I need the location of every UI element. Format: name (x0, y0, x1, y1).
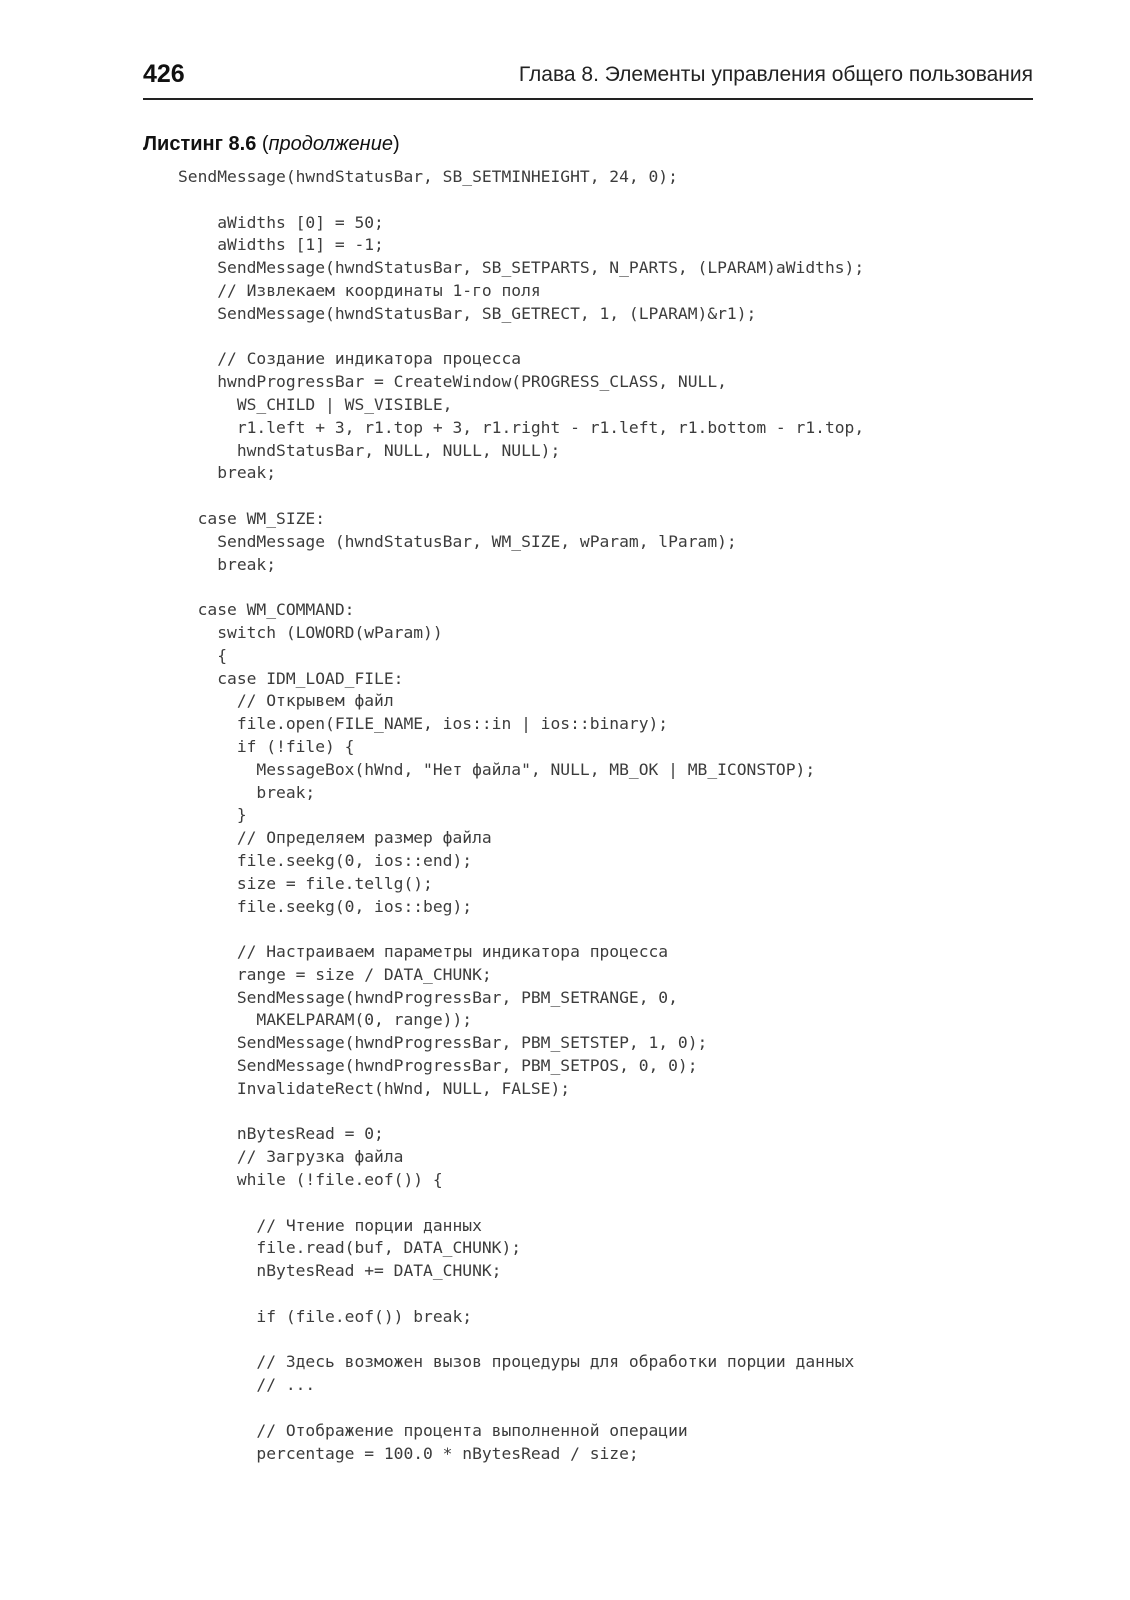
code-line: } (178, 805, 247, 825)
code-line: InvalidateRect(hWnd, NULL, FALSE); (178, 1078, 571, 1098)
code-line (178, 918, 864, 941)
code-line (178, 1283, 864, 1306)
code-line (178, 1329, 864, 1352)
code-line: nBytesRead = 0; (178, 1124, 384, 1144)
listing-caption-continuation: продолжение (268, 133, 393, 155)
code-line (178, 576, 864, 599)
listing-caption-main: Листинг 8.6 (143, 133, 257, 155)
code-line: r1.left + 3, r1.top + 3, r1.right - r1.left, r1.bottom - r1.top, (178, 417, 865, 437)
code-line: hwndStatusBar, NULL, NULL, NULL); (178, 440, 561, 460)
code-line: // Создание индикатора процесса (178, 349, 522, 369)
code-line: SendMessage(hwndProgressBar, PBM_SETPOS, 0, 0); (178, 1056, 698, 1076)
code-line: break; (178, 463, 277, 483)
code-line: MessageBox(hWnd, "Нет файла", NULL, MB_OK | MB_ICONSTOP); (178, 759, 816, 779)
listing-caption-open: ( (256, 133, 269, 155)
code-line: SendMessage(hwndProgressBar, PBM_SETSTEP, 1, 0); (178, 1033, 708, 1053)
code-line: nBytesRead += DATA_CHUNK; (178, 1261, 502, 1281)
code-line (178, 1101, 864, 1124)
code-line: // Отображение процента выполненной операции (178, 1420, 688, 1440)
code-line: WS_CHILD | WS_VISIBLE, (178, 394, 453, 414)
code-line: // ... (178, 1375, 316, 1395)
code-line (178, 189, 864, 212)
page-number: 426 (143, 60, 185, 88)
code-line: percentage = 100.0 * nBytesRead / size; (178, 1443, 639, 1463)
code-line: while (!file.eof()) { (178, 1170, 443, 1190)
code-line: // Определяем размер файла (178, 828, 492, 848)
code-line: switch (LOWORD(wParam)) (178, 622, 443, 642)
code-line: size = file.tellg(); (178, 873, 433, 893)
code-line: if (!file) { (178, 736, 355, 756)
code-line: file.seekg(0, ios::end); (178, 850, 473, 870)
code-line: SendMessage (hwndStatusBar, WM_SIZE, wParam, lParam); (178, 531, 737, 551)
code-line: // Чтение порции данных (178, 1215, 482, 1235)
listing-caption (143, 133, 400, 156)
code-line: file.open(FILE_NAME, ios::in | ios::binary); (178, 714, 669, 734)
code-line: case WM_COMMAND: (178, 600, 355, 620)
code-line: SendMessage(hwndStatusBar, SB_GETRECT, 1, (LPARAM)&r1); (178, 303, 757, 323)
code-listing (178, 166, 864, 1465)
code-line (178, 1192, 864, 1215)
code-line: SendMessage(hwndStatusBar, SB_SETMINHEIGHT, 24, 0); (178, 167, 678, 186)
code-line: // Извлекаем координаты 1-го поля (178, 280, 541, 300)
code-line: { (178, 645, 228, 665)
code-line (178, 485, 864, 508)
code-line: hwndProgressBar = CreateWindow(PROGRESS_CLASS, NULL, (178, 372, 727, 392)
code-line: aWidths [0] = 50; (178, 212, 384, 232)
page-header (143, 58, 1033, 100)
code-line: // Открывем файл (178, 691, 394, 711)
code-line: break; (178, 554, 277, 574)
code-line: aWidths [1] = -1; (178, 235, 384, 255)
code-line: // Настраиваем параметры индикатора процесса (178, 942, 669, 962)
code-line: MAKELPARAM(0, range)); (178, 1010, 473, 1030)
code-line (178, 326, 864, 349)
code-line: file.seekg(0, ios::beg); (178, 896, 473, 916)
code-line: SendMessage(hwndProgressBar, PBM_SETRANGE, 0, (178, 987, 678, 1007)
code-line: SendMessage(hwndStatusBar, SB_SETPARTS, N_PARTS, (LPARAM)aWidths); (178, 258, 865, 278)
code-line: // Здесь возможен вызов процедуры для обработки порции данных (178, 1352, 855, 1372)
code-line: case WM_SIZE: (178, 508, 326, 528)
chapter-title: Глава 8. Элементы управления общего пользования (518, 63, 1033, 86)
code-line: range = size / DATA_CHUNK; (178, 964, 492, 984)
code-line: case IDM_LOAD_FILE: (178, 668, 404, 688)
code-line: file.read(buf, DATA_CHUNK); (178, 1238, 522, 1258)
code-line: break; (178, 782, 316, 802)
code-line: if (file.eof()) break; (178, 1306, 473, 1326)
code-line: // Загрузка файла (178, 1147, 404, 1167)
code-line (178, 1397, 864, 1420)
listing-caption-close: ) (392, 133, 400, 155)
